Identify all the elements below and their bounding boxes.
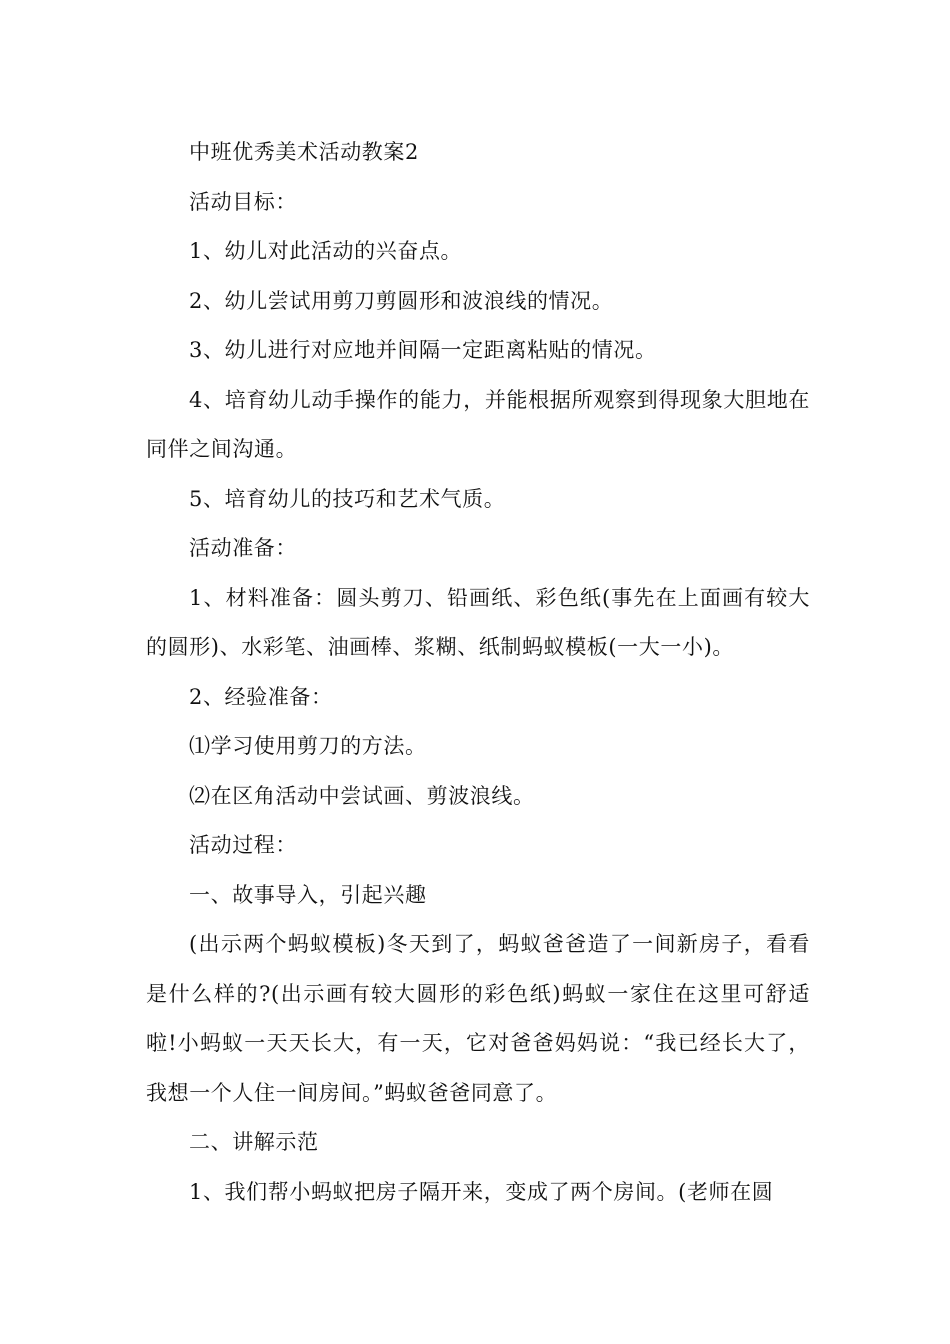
goal-item-1: 1、幼儿对此活动的兴奋点。: [189, 239, 463, 263]
experience-subitem-1: ⑴学习使用剪刀的方法。: [189, 734, 427, 758]
section-heading-preparation: 活动准备：: [189, 536, 297, 560]
experience-subitem-2: ⑵在区角活动中尝试画、剪波浪线。: [189, 783, 535, 808]
section-heading-goals: 活动目标：: [189, 189, 297, 214]
process-step-1-heading: 一、故事导入，引起兴趣: [189, 882, 427, 907]
document-body: [146, 128, 810, 1217]
goal-item-3: 3、幼儿进行对应地并间隔一定距离粘贴的情况。: [189, 338, 657, 362]
goal-item-4: 4、培育幼儿动手操作的能力，并能根据所观察到得现象大胆地在同伴之间沟通。: [146, 387, 810, 461]
goal-item-5: 5、培育幼儿的技巧和艺术气质。: [189, 486, 506, 511]
process-step-2-item-1: 1、我们帮小蚂蚁把房子隔开来，变成了两个房间。(老师在圆: [189, 1179, 774, 1204]
preparation-item-experience: 2、经验准备：: [189, 684, 333, 709]
process-step-2-heading: 二、讲解示范: [189, 1130, 319, 1154]
preparation-item-materials: 1、材料准备：圆头剪刀、铅画纸、彩色纸(事先在上面画有较大的圆形)、水彩笔、油画棒、浆糊、纸制蚂蚁模板(一大一小)。: [146, 585, 810, 659]
section-heading-process: 活动过程：: [189, 833, 297, 857]
document-title: 中班优秀美术活动教案2: [189, 140, 419, 164]
goal-item-2: 2、幼儿尝试用剪刀剪圆形和波浪线的情况。: [189, 288, 614, 313]
process-step-1-story: (出示两个蚂蚁模板)冬天到了，蚂蚁爸爸造了一间新房子，看看是什么样的?(出示画有较大圆形的彩色纸)蚂蚁一家住在这里可舒适啦!小蚂蚁一天天长大，有一天，它对爸爸妈妈说：“我已经长大了，我想一个人住一间房间。”蚂蚁爸爸同意了。: [146, 932, 810, 1105]
